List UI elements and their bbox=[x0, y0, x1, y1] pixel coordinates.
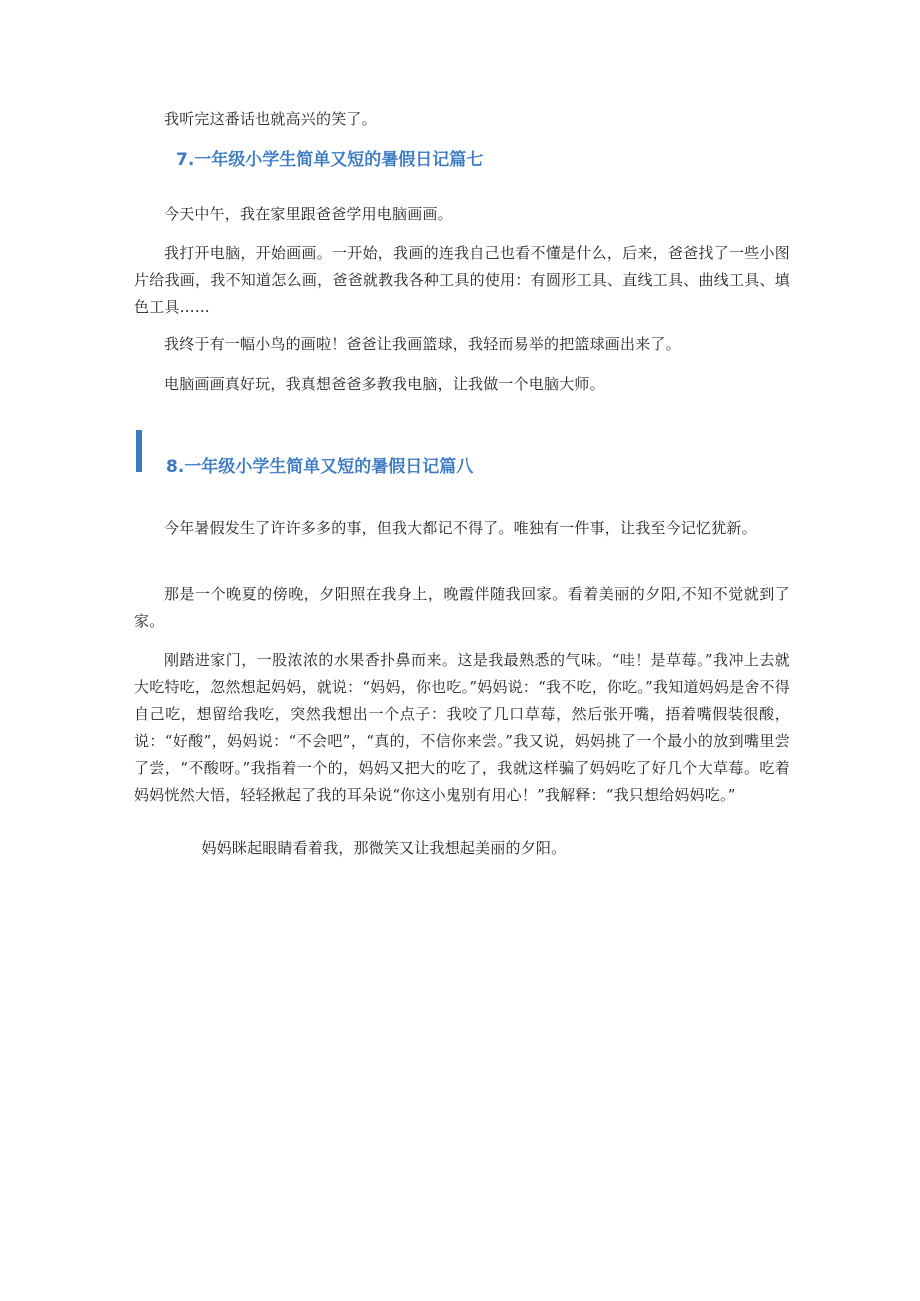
paragraph-entry7-3: 我终于有一幅小鸟的画啦！爸爸让我画篮球，我轻而易举的把篮球画出来了。 bbox=[164, 335, 681, 353]
paragraph-entry7-4: 电脑画画真好玩，我真想爸爸多教我电脑，让我做一个电脑大师。 bbox=[164, 375, 605, 393]
paragraph-entry8-2: 那是一个晚夏的傍晚，夕阳照在我身上，晚霞伴随我回家。看着美丽的夕阳,不知不觉就到了家。 bbox=[134, 585, 790, 630]
paragraph-entry8-4: 妈妈眯起眼睛看着我，那微笑又让我想起美丽的夕阳。 bbox=[201, 839, 567, 857]
paragraph-ending: 我听完这番话也就高兴的笑了。 bbox=[164, 110, 377, 128]
heading-entry-8: 8.一年级小学生简单又短的暑假日记篇八 bbox=[166, 457, 474, 477]
paragraph-entry7-1: 今天中午，我在家里跟爸爸学用电脑画画。 bbox=[164, 205, 453, 223]
paragraph-entry8-1: 今年暑假发生了许许多多的事，但我大都记不得了。唯独有一件事，让我至今记忆犹新。 bbox=[164, 519, 757, 537]
paragraph-entry8-3: 刚踏进家门，一股浓浓的水果香扑鼻而来。这是我最熟悉的气味。“哇！是草莓。”我冲上去就大吃特吃，忽然想起妈妈，就说：“妈妈，你也吃。”妈妈说：“我不吃，你吃。”我知道妈妈是舍不得自己吃，想留给我吃，突然我想出一个点子：我咬了几口草莓，然后张开嘴，捂着嘴假装很酸，说：“好酸”，妈妈说：“不会吧”，“真的，不信你来尝。”我又说，妈妈挑了一个最小的放到嘴里尝了尝，“不酸呀。”我指着一个的，妈妈又把大的吃了，我就这样骗了妈妈吃了好几个大草莓。吃着妈妈恍然大悟，轻轻揪起了我的耳朵说“你这小鬼别有用心！”我解释：“我只想给妈妈吃。” bbox=[134, 651, 790, 804]
heading-accent-bar bbox=[136, 430, 142, 472]
heading-entry-7: 7.一年级小学生简单又短的暑假日记篇七 bbox=[176, 150, 484, 170]
paragraph-entry7-2: 我打开电脑，开始画画。一开始，我画的连我自己也看不懂是什么，后来，爸爸找了一些小图片给我画，我不知道怎么画，爸爸就教我各种工具的使用：有圆形工具、直线工具、曲线工具、填色工具…… bbox=[134, 244, 790, 316]
